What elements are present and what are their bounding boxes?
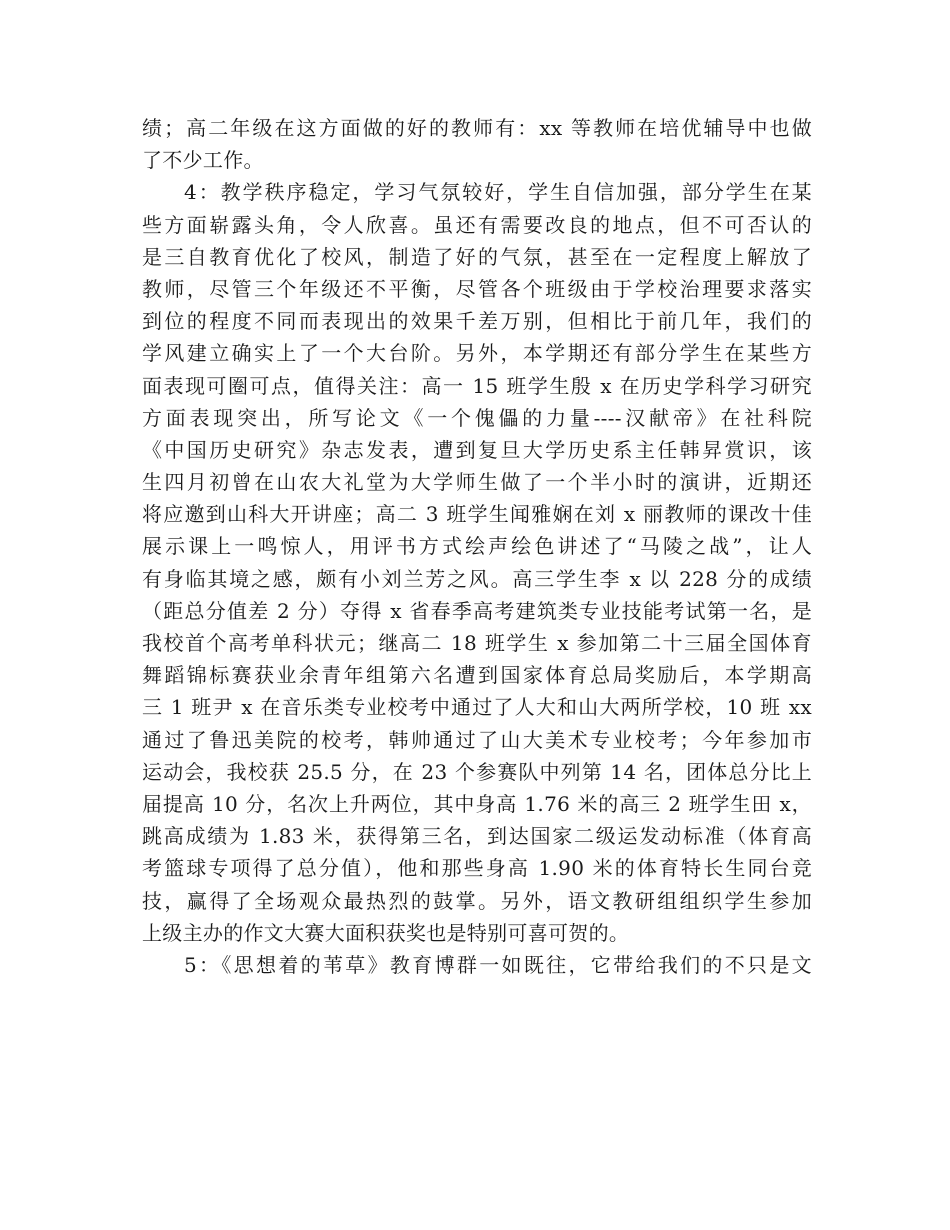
- paragraph-2-line-21: 跳高成绩为 1.83 米，获得第三名，到达国家二级运发动标准（体育高: [142, 824, 812, 849]
- paragraph-2-line-5: 到位的程度不同而表现出的效果千差万别，但相比于前几年，我们的: [142, 309, 812, 334]
- paragraph-2-line-23: 技，赢得了全场观众最热烈的鼓掌。另外，语文教研组组织学生参加: [142, 888, 812, 913]
- document-body: [142, 112, 812, 981]
- paragraph-2-line-17: 三 1 班尹 x 在音乐类专业校考中通过了人大和山大两所学校，10 班 xx: [142, 695, 812, 720]
- paragraph-1-line-2: 了不少工作。: [142, 148, 264, 173]
- paragraph-2-line-1: 4：教学秩序稳定，学习气氛较好，学生自信加强，部分学生在某: [184, 180, 812, 205]
- paragraph-2-line-4: 教师，尽管三个年级还不平衡，尽管各个班级由于学校治理要求落实: [142, 276, 812, 301]
- paragraph-2-line-8: 方面表现突出，所写论文《一个傀儡的力量----汉献帝》在社科院: [142, 405, 812, 430]
- paragraph-2-line-19: 运动会，我校获 25.5 分，在 23 个参赛队中列第 14 名，团体总分比上: [142, 759, 812, 784]
- paragraph-2-line-7: 面表现可圈可点，值得关注：高一 15 班学生殷 x 在历史学科学习研究: [142, 373, 812, 398]
- paragraph-2-line-3: 是三自教育优化了校风，制造了好的气氛，甚至在一定程度上解放了: [142, 244, 812, 269]
- paragraph-2-line-13: 有身临其境之感，颇有小刘兰芳之风。高三学生李 x 以 228 分的成绩: [142, 566, 812, 591]
- paragraph-2-line-12: 展示课上一鸣惊人，用评书方式绘声绘色讲述了“马陵之战”，让人: [142, 534, 812, 559]
- paragraph-2-line-20: 届提高 10 分，名次上升两位，其中身高 1.76 米的高三 2 班学生田 x，: [142, 791, 812, 816]
- paragraph-2-line-18: 通过了鲁迅美院的校考，韩帅通过了山大美术专业校考；今年参加市: [142, 727, 812, 752]
- paragraph-1-line-1: 绩；高二年级在这方面做的好的教师有：xx 等教师在培优辅导中也做: [142, 116, 812, 140]
- paragraph-3-line-1: 5：《思想着的苇草》教育博群一如既往，它带给我们的不只是文: [184, 952, 812, 977]
- paragraph-2-line-15: 我校首个高考单科状元；继高二 18 班学生 x 参加第二十三届全国体育: [142, 631, 812, 655]
- paragraph-2-line-16: 舞蹈锦标赛获业余青年组第六名遭到国家体育总局奖励后，本学期高: [142, 663, 812, 688]
- paragraph-2-line-11: 将应邀到山科大开讲座；高二 3 班学生闻雅娴在刘 x 丽教师的课改十佳: [142, 502, 812, 527]
- paragraph-2-line-14: （距总分值差 2 分）夺得 x 省春季高考建筑类专业技能考试第一名，是: [142, 598, 812, 623]
- paragraph-2-line-24: 上级主办的作文大赛大面积获奖也是特别可喜可贺的。: [142, 920, 630, 945]
- paragraph-2-line-22: 考篮球专项得了总分值），他和那些身高 1.90 米的体育特长生同台竞: [142, 856, 812, 881]
- paragraph-2-line-6: 学风建立确实上了一个大台阶。另外，本学期还有部分学生在某些方: [142, 341, 812, 366]
- paragraph-2-line-10: 生四月初曾在山农大礼堂为大学师生做了一个半小时的演讲，近期还: [142, 470, 812, 495]
- paragraph-2-line-9: 《中国历史研究》杂志发表，遭到复旦大学历史系主任韩昇赏识，该: [142, 437, 812, 462]
- paragraph-2-line-2: 些方面崭露头角，令人欣喜。虽还有需要改良的地点，但不可否认的: [142, 212, 812, 237]
